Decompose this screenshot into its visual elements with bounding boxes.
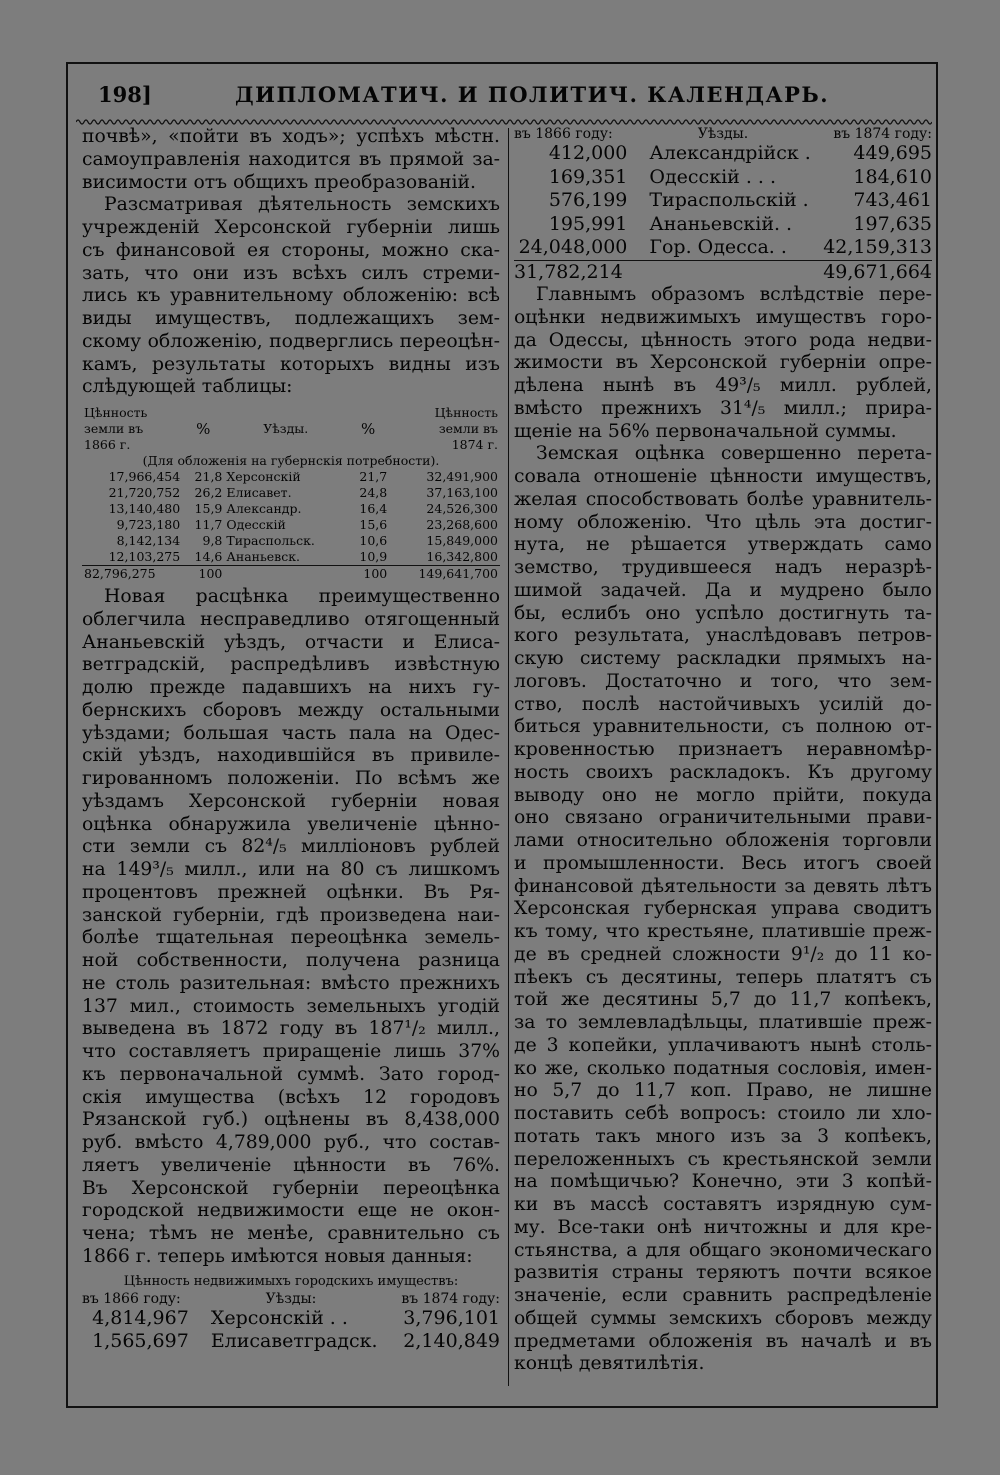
right-para-1 — [514, 284, 932, 443]
text-line: значеніе, если сравнить распредѣленіе — [514, 1285, 932, 1306]
text-line: процентовъ прежней оцѣнки. Въ Ря- — [82, 881, 500, 903]
text-line: финансовой дѣятельности за девять лѣтъ — [514, 875, 932, 897]
text-line: дѣлена нынѣ въ 49³/₅ милл. рублей, — [514, 375, 932, 396]
text-line: скія имущества (всѣхъ 12 городовъ — [82, 1086, 500, 1108]
table-row: 9,723,180 11,7 Одесскій 15,6 23,268,600 — [116, 517, 498, 532]
text-line: на 149³/₅ милл., или на 80 съ лишкомъ — [82, 859, 500, 880]
text-line: учрежденій Херсонской губерніи лишь — [82, 217, 500, 238]
t1-note: (Для обложенія на губернскія потребности). — [142, 453, 440, 468]
text-line: ко же, сколько податныя сословія, имен- — [514, 1057, 932, 1079]
t1-head-1866: Цѣнность земли въ 1866 г. — [84, 405, 148, 452]
text-line: облегчила несправедливо отягощенный — [82, 608, 500, 630]
table-row: 8,142,134 9,8 Тираспольск. 10,6 15,849,000 — [116, 533, 498, 548]
text-line: оно связано ограничительными прави- — [514, 807, 932, 829]
text-line: потать такъ много изъ за 3 копѣекъ, — [514, 1125, 932, 1147]
text-line: бернскихъ сборовъ между остальными — [82, 699, 500, 721]
t2-total-row: 31,782,214 49,671,664 — [514, 260, 932, 283]
text-line: не столь разительная: вмѣсто прежнихъ — [82, 972, 500, 994]
text-line: ляетъ увеличеніе цѣнности въ 76%. — [82, 1154, 500, 1176]
text-line: Ананьевскій уѣздъ, отчасти и Елиса- — [82, 631, 500, 653]
text-line: желая способствовать болѣе уравнитель- — [514, 488, 932, 510]
text-line: Разсматривая дѣятельность земскихъ — [104, 194, 500, 216]
left-para-2 — [82, 194, 500, 399]
text-line: скій уѣздъ, находившійся въ привиле- — [82, 745, 500, 767]
table-row: 1,565,697 Елисаветградск. 2,140,849 — [92, 1330, 500, 1352]
text-line: щеніе на 56% первоначальной суммы. — [514, 420, 897, 442]
text-line: 137 мил., стоимость земельныхъ угодій — [82, 995, 500, 1017]
left-para-1 — [82, 126, 500, 194]
text-line: ной собственности, получена разница — [82, 950, 500, 971]
urban-property-table-part1: въ 1866 году: Уѣзды: въ 1874 году: 4,814,967 Херсонскій . . 3,796,101 1,565,697 Елисаветградск. 2,140,849 — [82, 1290, 500, 1352]
text-line: занской губерніи, гдѣ произведена наи- — [82, 904, 500, 926]
text-line: совала отношеніе цѣнности имуществъ, — [514, 466, 932, 487]
text-line: уѣздами; большая часть пала на Одес- — [82, 722, 500, 744]
text-line: общей суммы земскихъ сборовъ между — [514, 1307, 932, 1329]
text-line: лами относительно обложенія торговли — [514, 830, 932, 851]
text-line: пѣекъ съ десятины, теперь платятъ съ — [514, 966, 932, 988]
text-line: гированномъ положеніи. По всѣмъ же — [82, 768, 500, 789]
column-divider — [508, 128, 509, 1386]
text-line: нута, не рѣшается утверждать само — [514, 534, 932, 556]
right-para-2 — [514, 443, 932, 1376]
text-line: Херсонская губернская управа сводитъ — [514, 898, 932, 920]
text-line: сти земли съ 82⁴/₅ милліоновъ рублей — [82, 836, 500, 858]
text-line: городской недвижимости еще не окон- — [82, 1200, 500, 1222]
table-row: 412,000 Александрійск . 449,695 — [548, 142, 932, 164]
text-line: за то землевладѣльцы, платившіе преж- — [514, 1012, 932, 1033]
text-line: лись къ уравнительному обложенію: всѣ — [82, 285, 500, 307]
header-wavy-rule — [76, 118, 932, 126]
text-line: ство, послѣ настойчивыхъ усилій до- — [514, 693, 932, 715]
text-line: къ первоначальной суммѣ. Зато город- — [82, 1063, 500, 1085]
text-line: скую систему раскладки прямыхъ на- — [514, 648, 932, 669]
text-line: слѣдующей таблицы: — [82, 376, 293, 398]
table-row: 24,048,000 Гор. Одесса. . 42,159,313 — [518, 236, 932, 258]
table-row: 169,351 Одесскій . . . 184,610 — [548, 165, 932, 188]
text-line: концѣ девятилѣтія. — [514, 1353, 705, 1375]
t1-total-row: 82,796,275 100 100 149,641,700 — [84, 566, 498, 581]
table-row: 21,720,752 26,2 Елисавет. 24,8 37,163,100 — [108, 485, 498, 500]
text-line: переложенныхъ съ крестьянской земли — [514, 1148, 932, 1170]
left-column — [82, 126, 500, 1354]
text-line: той же десятины 5,7 до 11,7 копѣекъ, — [514, 989, 932, 1011]
text-line: и промышленности. Весь итогъ своей — [514, 852, 932, 874]
left-para-3 — [82, 586, 500, 1269]
text-line: Главнымъ образомъ вслѣдствіе пере- — [536, 284, 932, 305]
text-line: Рязанской губ.) оцѣнены въ 8,438,000 — [82, 1109, 500, 1131]
text-line: де въ средней сложности 9¹/₂ до 11 ко- — [514, 943, 932, 965]
text-line: ность своихъ раскладокъ. Къ другому — [514, 761, 932, 783]
text-line: стьянства, а для общаго экономическаго — [514, 1239, 932, 1261]
land-value-table — [82, 405, 500, 582]
text-line: но 5,7 до 11,7 коп. Право, не лишне — [514, 1080, 932, 1102]
table-row: 17,966,454 21,8 Херсонскій 21,7 32,491,900 — [108, 469, 498, 484]
text-line: жимости въ Херсонской губерніи опре- — [514, 352, 932, 374]
running-title: ДИПЛОМАТИЧ. И ПОЛИТИЧ. КАЛЕНДАРЬ. — [234, 82, 830, 107]
text-line: выведена въ 1872 году въ 187¹/₂ милл., — [82, 1018, 500, 1040]
text-line: къ тому, что крестьяне, платившіе преж- — [514, 921, 932, 942]
text-line: зать, что они изъ всѣхъ силъ стреми- — [82, 262, 500, 284]
text-line: почвѣ», «пойти въ ходъ»; успѣхъ мѣстн. — [82, 126, 500, 147]
text-line: Земская оцѣнка совершенно перета- — [536, 443, 932, 465]
text-line: ки въ массѣ составятъ изрядную сум- — [514, 1194, 932, 1215]
text-line: висимости отъ общихъ преобразованій. — [82, 171, 476, 193]
text-line: Новая расцѣнка преимущественно — [104, 586, 500, 607]
text-line: бы, еслибъ оно успѣло достигнуть та- — [514, 602, 932, 624]
text-line: вмѣсто прежнихъ 31⁴/₅ милл.; прира- — [514, 397, 932, 419]
text-line: поставить себѣ вопросъ: стоило ли хло- — [514, 1103, 932, 1124]
text-line: шимой задачей. Да и мудрено было — [514, 579, 932, 601]
t1-head-pct2: % — [361, 420, 376, 438]
table-row: 4,814,967 Херсонскій . . 3,796,101 — [92, 1306, 500, 1329]
page-header — [68, 64, 936, 116]
text-line: 1866 г. теперь имѣются новыя данныя: — [82, 1245, 473, 1267]
text-line: виды имуществъ, подлежащихъ зем- — [82, 308, 500, 329]
text-line: биться уравнительности, съ полною от- — [514, 716, 932, 738]
text-line: камъ, результаты которыхъ видны изъ — [82, 353, 500, 375]
right-column — [514, 126, 932, 1376]
text-line: оцѣнка обнаружила увеличеніе цѣнно- — [82, 813, 500, 835]
text-line: чена; тѣмъ не менѣе, сравнительно съ — [82, 1223, 500, 1244]
page-number: 198] — [98, 82, 152, 107]
t1-head-1874: Цѣнность земли въ 1874 г. — [434, 405, 498, 452]
text-line: развитія страны теряютъ почти всякое — [514, 1262, 932, 1284]
text-line: ному обложенію. Что цѣль эта достиг- — [514, 511, 932, 533]
text-line: му. Все-таки онѣ ничтожны и для кре- — [514, 1216, 932, 1238]
table-row: 12,103,275 14,6 Ананьевск. 10,9 16,342,800 — [108, 549, 498, 564]
t1-head-districts: Уѣзды. — [263, 421, 309, 436]
table-row: 576,199 Тираспольскій . 743,461 — [548, 189, 932, 211]
urban-property-table-part2: въ 1866 году: Уѣзды. въ 1874 году: 412,000 Александрійск . 449,695 169,351 Одесскій . . . 184,610 576,199 Тираспольскій . 743,461 195,991 Ананьевскій. . 197,635 24,048,000 Гор. Одесса. . 42,159,313 31,782,214 49,671,664 — [514, 126, 932, 283]
t1-head-pct1: % — [196, 420, 211, 438]
text-line: логовъ. Достаточно и того, что зем- — [514, 670, 932, 692]
text-line: Въ Херсонской губерніи переоцѣнка — [82, 1177, 500, 1199]
text-line: болѣе тщательная переоцѣнка земель- — [82, 927, 500, 949]
book-page — [66, 62, 938, 1408]
text-line: долю прежде падавшихъ на нихъ гу- — [82, 677, 500, 698]
text-line: де 3 копейки, уплачиваютъ нынѣ столь- — [514, 1034, 932, 1056]
text-line: съ финансовой ея стороны, можно ска- — [82, 239, 500, 261]
table-row: 195,991 Ананьевскій. . 197,635 — [548, 212, 932, 235]
text-line: ветградскій, распредѣливъ извѣстную — [82, 654, 500, 676]
t2-caption: Цѣнность недвижимыхъ городскихъ имуществъ: — [123, 1273, 459, 1289]
text-line: что составляетъ приращеніе лишь 37% — [82, 1041, 500, 1062]
text-line: кого результата, унаслѣдовавъ петров- — [514, 625, 932, 647]
text-line: уѣздамъ Херсонской губерніи новая — [82, 790, 500, 812]
text-line: руб. вмѣсто 4,789,000 руб., что состав- — [82, 1132, 500, 1153]
text-line: выводу оно не могло прійти, покуда — [514, 784, 932, 806]
text-line: кровенностью признаетъ неравномѣр- — [514, 739, 932, 760]
text-line: скому обложенію, подверглись переоцѣн- — [82, 330, 500, 352]
text-line: оцѣнки недвижимыхъ имуществъ горо- — [514, 306, 932, 328]
text-line: предметами обложенія въ началѣ и въ — [514, 1330, 932, 1352]
text-line: да Одессы, цѣнность этого рода недви- — [514, 329, 932, 351]
table-row: 13,140,480 15,9 Александр. 16,4 24,526,300 — [108, 501, 498, 516]
text-line: земство, трудившееся надъ неразрѣ- — [514, 557, 932, 578]
text-line: самоуправленія находится въ прямой за- — [82, 148, 500, 170]
text-line: на помѣщичью? Конечно, эти 3 копѣй- — [514, 1171, 932, 1193]
